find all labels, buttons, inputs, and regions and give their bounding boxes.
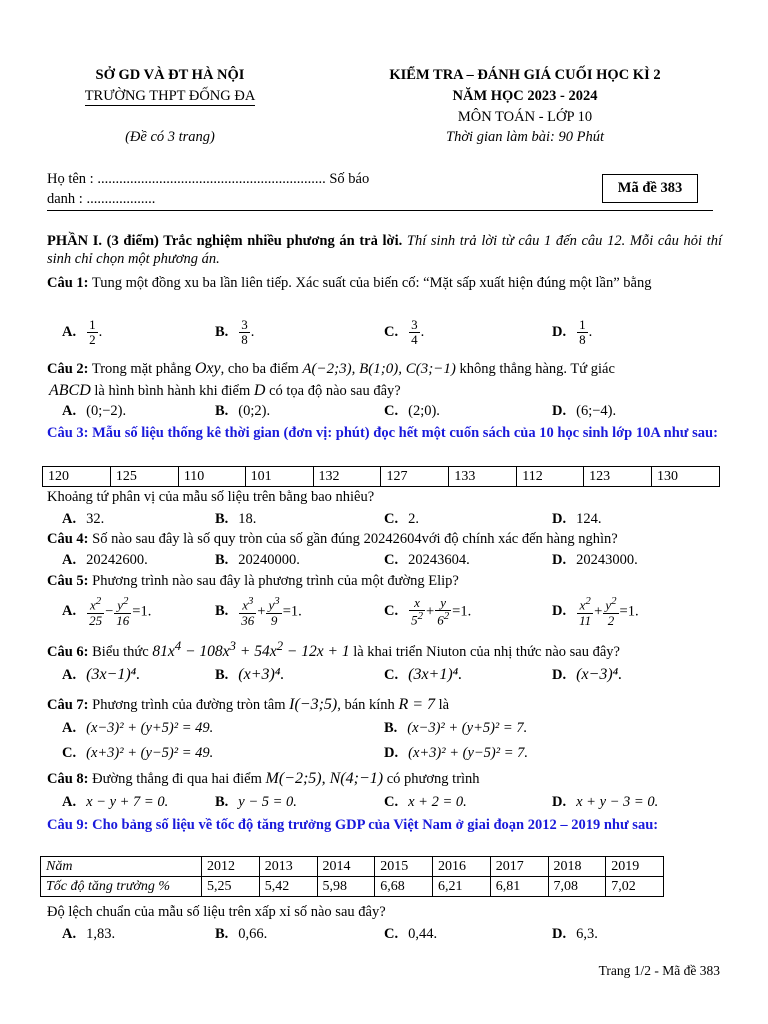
question-7-options-row2 <box>62 744 722 764</box>
option-d: D. x + y − 3 = 0. <box>552 794 659 810</box>
question-3-prompt: Khoảng tứ phân vị của mẫu số liệu trên bằng bao nhiêu? <box>47 489 375 505</box>
option-b: B. y − 5 = 0. <box>215 794 297 810</box>
option-b: B. $\frac{3}{8}$ . <box>215 317 255 348</box>
option-c: C. 0,44. <box>384 926 438 942</box>
option-d: D. $\frac{x^2}{11}$ + $\frac{y^2}{2}$ =1. <box>552 595 639 628</box>
subject: MÔN TOÁN - LỚP 10 <box>457 109 593 125</box>
option-d: D. (6;−4). <box>552 403 617 419</box>
time-allowed: Thời gian làm bài: 90 Phút <box>446 129 604 145</box>
table-cell: 5,25 <box>202 877 260 897</box>
question-9-options <box>62 925 722 945</box>
table-cell: 2017 <box>490 857 548 877</box>
option-d: D. (x−3)⁴. <box>552 666 623 683</box>
option-b: B. (0;2). <box>215 403 271 419</box>
table-cell: 123 <box>584 467 652 487</box>
option-b: B. 0,66. <box>215 926 268 942</box>
table-cell: 7,02 <box>606 877 664 897</box>
option-a: A. $\frac{x^2}{25}$ − $\frac{y^2}{16}$ =1. <box>62 595 152 628</box>
question-7: Câu 7: Phương trình của đường tròn tâm I(−3;5), bán kính R = 7 là <box>47 696 450 713</box>
option-c: C. $\frac{x}{5^2}$ + $\frac{y}{6^2}$ =1. <box>384 595 472 628</box>
option-d: D. 124. <box>552 511 602 527</box>
option-b: B. (x−3)² + (y+5)² = 7. <box>384 720 528 736</box>
reading-time-table <box>42 466 720 487</box>
option-c: C. (2;0). <box>384 403 440 419</box>
table-cell: 110 <box>178 467 245 487</box>
gdp-growth-table <box>40 856 664 897</box>
student-id-line: danh : ................... <box>47 191 156 207</box>
table-cell: 2019 <box>606 857 664 877</box>
option-c: C. 20243604. <box>384 552 470 568</box>
question-2-options <box>62 402 722 422</box>
table-cell: 133 <box>449 467 517 487</box>
header-divider <box>47 210 713 211</box>
question-1-options <box>62 318 722 356</box>
question-2: Câu 2: Trong mặt phẳng Oxy, cho ba điểm A(−2;3), B(1;0), C(3;−1) không thẳng hàng. Tứ giác ABCD là hình bình hành khi điểm D có tọa độ nào sau đây? <box>47 360 615 399</box>
part1-intro: PHẦN I. (3 điểm) Trắc nghiệm nhiều phương án trả lời. Thí sinh trả lời từ câu 1 đến câu 12. Mỗi câu hỏi thí sinh chỉ chọn một phương án. <box>47 233 723 268</box>
table-cell: 2015 <box>375 857 433 877</box>
question-3: Câu 3: Mẫu số liệu thống kê thời gian (đơn vị: phút) đọc hết một cuốn sách của 10 học sinh lớp 10A như sau: <box>47 425 718 441</box>
option-a: A. 32. <box>62 511 105 527</box>
option-b: B. $\frac{x^3}{36}$ + $\frac{y^3}{9}$ =1. <box>215 595 302 628</box>
option-b: B. 20240000. <box>215 552 300 568</box>
table-cell: 2012 <box>202 857 260 877</box>
question-8: Câu 8: Đường thẳng đi qua hai điểm M(−2;5), N(4;−1) có phương trình <box>47 770 480 787</box>
student-name-line: Họ tên : ............................................................... Số báo <box>47 171 370 187</box>
question-7-options-row1 <box>62 719 722 739</box>
option-a: A. (3x−1)⁴. <box>62 666 141 683</box>
page-count-note: (Đề có 3 trang) <box>125 129 215 145</box>
department-name: SỞ GD VÀ ĐT HÀ NỘI <box>95 67 245 83</box>
table-cell: 130 <box>651 467 719 487</box>
table-cell: 6,21 <box>433 877 491 897</box>
table-row-label: Năm <box>41 857 202 877</box>
school-year: NĂM HỌC 2023 - 2024 <box>452 88 598 104</box>
table-cell: 2018 <box>548 857 606 877</box>
question-5: Câu 5: Phương trình nào sau đây là phương trình của một đường Elip? <box>47 573 459 589</box>
table-cell: 2014 <box>317 857 375 877</box>
question-5-options <box>62 596 722 632</box>
option-a: A. x − y + 7 = 0. <box>62 794 169 810</box>
question-9: Câu 9: Cho bảng số liệu về tốc độ tăng trưởng GDP của Việt Nam ở giai đoạn 2012 – 2019 như sau: <box>47 817 659 833</box>
table-cell: 127 <box>381 467 449 487</box>
table-cell: 132 <box>313 467 381 487</box>
option-a: A. (0;−2). <box>62 403 127 419</box>
option-a: A. $\frac{1}{2}$ . <box>62 317 103 348</box>
page-footer: Trang 1/2 - Mã đề 383 <box>598 963 720 978</box>
option-b: B. (x+3)⁴. <box>215 666 285 683</box>
option-a: A. (x−3)² + (y+5)² = 49. <box>62 720 214 736</box>
question-4-options <box>62 551 722 571</box>
table-cell: 120 <box>43 467 111 487</box>
table-cell: 5,98 <box>317 877 375 897</box>
option-c: C. (3x+1)⁴. <box>384 666 463 683</box>
question-9-prompt: Độ lệch chuẩn của mẫu số liệu trên xấp xỉ số nào sau đây? <box>47 904 386 920</box>
question-6-options <box>62 665 722 685</box>
table-row <box>41 877 664 897</box>
table-cell: 5,42 <box>259 877 317 897</box>
option-c: C. 2. <box>384 511 419 527</box>
question-4: Câu 4: Số nào sau đây là số quy tròn của số gần đúng 20242604với độ chính xác đến hàng nghìn? <box>47 531 618 547</box>
exam-title: KIỂM TRA – ĐÁNH GIÁ CUỐI HỌC KÌ 2 <box>389 67 661 83</box>
option-c: C. x + 2 = 0. <box>384 794 467 810</box>
question-1: Câu 1: Tung một đồng xu ba lần liên tiếp. Xác suất của biến cố: “Mặt sấp xuất hiện đúng một lần” bằng <box>47 275 652 291</box>
table-row <box>43 467 720 487</box>
option-b: B. 18. <box>215 511 257 527</box>
exam-code-box: Mã đề 383 <box>602 174 698 203</box>
question-6: Câu 6: Biểu thức $81x^4 - 108x^3 + 54x^2 - 12x + 1$ là khai triển Niuton của nhị thức nào sau đây? <box>47 638 620 661</box>
table-cell: 125 <box>110 467 178 487</box>
question-3-options <box>62 510 722 530</box>
table-cell: 2013 <box>259 857 317 877</box>
table-row-label: Tốc độ tăng trưởng % <box>41 877 202 897</box>
table-cell: 6,68 <box>375 877 433 897</box>
option-a: A. 20242600. <box>62 552 148 568</box>
table-cell: 7,08 <box>548 877 606 897</box>
table-cell: 112 <box>517 467 584 487</box>
table-cell: 2016 <box>433 857 491 877</box>
option-a: A. 1,83. <box>62 926 116 942</box>
option-d: D. (x+3)² + (y−5)² = 7. <box>384 745 529 761</box>
option-d: D. 6,3. <box>552 926 598 942</box>
question-8-options <box>62 793 722 813</box>
table-cell: 6,81 <box>490 877 548 897</box>
option-c: C. $\frac{3}{4}$ . <box>384 317 425 348</box>
school-name: TRƯỜNG THPT ĐỐNG ĐA <box>84 88 256 104</box>
option-d: D. 20243000. <box>552 552 638 568</box>
option-c: C. (x+3)² + (y−5)² = 49. <box>62 745 214 761</box>
table-cell: 101 <box>245 467 313 487</box>
option-d: D. $\frac{1}{8}$ . <box>552 317 593 348</box>
table-row <box>41 857 664 877</box>
